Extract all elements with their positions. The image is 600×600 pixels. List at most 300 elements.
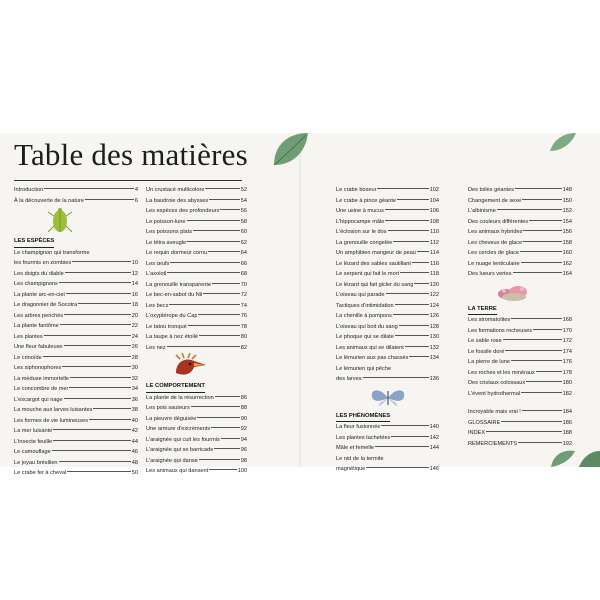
toc-entry-label: Un amphibien mangeur de peau [336,250,416,256]
toc-entry-page: 128 [429,323,439,330]
toc-entry [146,414,247,425]
toc-entry-page: 14 [131,281,138,287]
toc-entry-label: Le dragonnier de Socotra [14,302,78,308]
toc-entry [14,279,138,290]
leader-dots [64,345,131,346]
toc-entry-label: La taupe à nez étoilé [146,334,198,340]
toc-entry [336,464,439,475]
toc-entry-label: INDEX [468,430,486,436]
toc-entry [146,227,247,238]
leader-dots [414,283,428,284]
toc-entry [336,196,439,207]
toc-entry [146,280,247,291]
toc-entry-label: Les nez [146,344,166,351]
toc-entry [336,374,439,385]
toc-entry-label: La grenouille congelée [336,239,393,246]
toc-entry-page: 132 [429,344,439,351]
toc-entry-page: 164 [562,271,572,277]
toc-entry [336,217,439,228]
leader-dots [59,461,131,462]
toc-entry-page: 172 [562,338,572,344]
toc-entry [336,227,439,238]
book-spread [0,133,600,476]
toc-entry [336,322,439,333]
toc-entry-label: La plante arc-en-ciel [14,291,65,298]
toc-entry-label: Des lueurs vertes [468,271,512,277]
toc-entry-page: 44 [131,438,138,445]
toc-entry-page: 78 [240,323,247,330]
toc-entry [336,364,439,375]
leader-dots [197,417,239,418]
leader-dots [393,241,429,242]
toc-entry-label: Les plantes [14,333,43,340]
leader-dots [44,335,131,336]
toc-entry-label: Les plantes tachetées [336,434,391,441]
leader-dots [60,324,131,325]
toc-entry-label: Les espèces des profondeurs [146,208,220,214]
toc-entry-page: 32 [131,375,138,382]
toc-entry [14,300,138,311]
toc-entry [468,389,572,400]
toc-entry [146,322,247,333]
leader-dots [523,241,562,242]
toc-entry [14,416,138,427]
toc-entry [146,185,247,196]
toc-entry-page: 42 [131,428,138,434]
toc-entry [336,269,439,280]
toc-entry [468,315,572,326]
leader-dots [43,356,131,357]
toc-entry-label: Le nuage lenticulaire [468,260,520,267]
leader-dots [211,427,240,428]
toc-entry-page: 28 [131,354,138,361]
toc-entry [336,311,439,322]
toc-entry-page: 174 [562,348,572,355]
leader-dots [169,304,239,305]
toc-entry [14,468,138,479]
toc-entry [14,290,138,301]
toc-entry-page: 92 [240,426,247,432]
leader-dots [170,262,239,263]
leader-dots [208,251,240,252]
toc-entry-label: des larves [336,376,362,382]
toc-entry-page: 96 [240,447,247,453]
toc-entry-label: L'araignée qui se barricade [146,447,214,453]
toc-entry-label: Le lémurien aux pas chassés [336,355,409,361]
leader-dots [381,425,428,426]
toc-entry-label: Les stromatolites [468,317,511,323]
toc-entry [336,454,439,465]
toc-entry [14,196,138,207]
toc-entry-label: Mâle et femelle [336,445,374,451]
leader-dots [199,335,240,336]
leader-dots [64,314,131,315]
toc-entry-page: 178 [562,369,572,376]
toc-entry-label: Incroyable mais vrai ! [468,409,521,415]
toc-entry-label: L'insecte feuille [14,438,53,445]
leader-dots [221,438,240,439]
toc-entry [336,301,439,312]
toc-entry-label: Les œufs [146,260,170,267]
leader-dots [513,272,562,273]
leader-dots [511,318,561,319]
toc-entry-page: 66 [240,260,247,267]
toc-entry [468,378,572,389]
leader-dots [69,387,130,388]
toc-entry-label: Les animaux qui dansent [146,468,209,474]
leader-dots [523,230,561,231]
toc-entry-page: 146 [429,466,439,472]
leader-dots [199,459,240,460]
toc-entry-label: La pieuvre déguisée [146,415,197,422]
leader-dots [405,346,429,347]
leader-dots [497,209,562,210]
toc-entry-label: La mouche aux larves luisantes [14,407,93,413]
toc-entry [146,403,247,414]
toc-entry-label: La plante fantôme [14,323,59,329]
toc-entry-label: Les roches et les minéraux [468,369,535,376]
toc-entry-page: 148 [562,187,572,193]
toc-entry [146,456,247,467]
toc-entry-page: 102 [429,187,439,193]
leader-dots [377,188,428,189]
toc-entry [14,258,138,269]
toc-entry [14,248,138,259]
toc-entry-page: 80 [240,334,247,340]
toc-entry [336,280,439,291]
toc-entry [146,332,247,343]
toc-entry-label: Le lézard des sables sautillant [336,260,411,267]
toc-entry [146,206,247,217]
leader-dots [85,199,134,200]
toc-entry-label: Une fleur fabuleuse [14,344,63,350]
toc-entry [468,439,572,450]
toc-entry-label: La grenouille transparente [146,281,211,288]
book-gutter [299,133,301,467]
leader-dots [214,448,239,449]
leader-dots [205,188,239,189]
toc-entry [14,405,138,416]
toc-entry-page: 110 [430,229,439,235]
toc-entry-page: 40 [131,417,138,424]
leader-dots [511,360,562,361]
toc-entry-label: GLOSSAIRE [468,419,501,426]
toc-entry-label: L'oxyptérope du Cap [146,313,198,319]
section-heading-phenomenes: LES PHÉNOMÈNES [336,411,439,423]
toc-entry-label: Le crabe boxeur [336,187,377,193]
toc-entry-page: 52 [240,187,247,193]
toc-entry-page: 162 [562,260,572,267]
leader-dots [187,220,240,221]
toc-entry-label: Les siphonophores [14,365,62,371]
toc-column-1 [14,185,138,479]
toc-entry-label: Des cristaux colossaux [468,380,526,386]
leader-dots [393,314,429,315]
toc-entry-page: 68 [240,271,247,277]
toc-entry-page: 4 [134,187,138,193]
toc-entry-label: Les cercles de glace [468,250,519,256]
toc-entry [14,374,138,385]
leader-dots [409,356,428,357]
leader-dots [521,392,562,393]
leader-dots [521,262,562,263]
toc-entry-page: 86 [240,394,247,401]
toc-entry-page: 170 [562,327,572,334]
toc-entry-page: 10 [131,260,138,266]
toc-entry-label: magnétique [336,466,366,472]
toc-entry [14,426,138,437]
section-heading-terre: LA TERRE [468,304,572,316]
toc-entry [336,206,439,217]
toc-entry-page: 118 [430,271,439,277]
toc-entry-label: Les arbres penchés [14,312,64,319]
toc-entry-label: Des couleurs différentes [468,218,529,225]
toc-entry [336,353,439,364]
toc-entry-label: La mer luisante [14,428,53,434]
toc-entry [468,368,572,379]
toc-entry [14,353,138,364]
leader-dots [518,442,562,443]
leader-dots [187,241,240,242]
toc-entry [14,332,138,343]
toc-entry-label: L'hippocampe mâle [336,218,385,225]
leader-dots [167,272,239,273]
toc-entry-label: La méduse immortelle [14,375,70,382]
leaf-icon [548,131,578,153]
section-heading-especes: LES ESPÈCES [14,236,138,248]
toc-entry-page: 160 [562,250,572,256]
toc-entry-page: 176 [562,359,572,365]
toc-entry [14,311,138,322]
toc-entry-label: Les doigts du diable [14,270,64,277]
toc-entry-page: 56 [240,208,247,214]
leader-dots [533,329,562,330]
leader-dots [64,398,131,399]
toc-entry-label: Les poissons plats [146,229,193,235]
toc-entry-page: 46 [131,449,138,455]
leaf-insect-icon [14,206,138,236]
toc-entry-page: 182 [562,390,572,397]
toc-entry [468,347,572,358]
toc-entry-page: 74 [240,302,247,309]
toc-entry-page: 106 [429,208,439,214]
toc-entry [146,393,247,404]
toc-entry-label: Le lézard qui fait gicler du sang [336,281,414,288]
leader-dots [70,377,131,378]
toc-entry-label: L'albinisme [468,208,496,214]
leader-dots [167,346,240,347]
toc-entry-page: 156 [562,229,572,235]
toc-entry [336,290,439,301]
toc-entry-label: Le phoque qui se dilate [336,334,394,340]
toc-entry-label: Les cheveux de glace [468,239,523,246]
toc-entry [468,238,572,249]
toc-entry [14,185,138,196]
leader-dots [400,272,429,273]
toc-entry-label: La pierre de lune [468,359,510,365]
toc-entry-page: 90 [240,415,247,422]
toc-entry-page: 114 [430,250,439,256]
toc-entry-label: L'axolotl [146,271,167,277]
leader-dots [188,325,240,326]
toc-entry-label: Le champignon qui transforme [14,249,90,256]
toc-entry-page: 48 [131,459,138,466]
toc-entry-page: 136 [429,376,439,382]
leader-dots [215,396,240,397]
toc-entry-page: 150 [562,197,572,204]
leader-dots [399,325,429,326]
toc-entry-page: 100 [237,468,247,474]
leader-dots [375,446,429,447]
leader-dots [388,230,430,231]
toc-entry [468,357,572,368]
leader-dots [522,199,561,200]
toc-entry-label: REMERCIEMENTS [468,440,518,447]
toc-entry [468,259,572,270]
toc-entry-label: Le nid de la termite [336,455,384,462]
toc-entry-page: 24 [131,333,138,340]
leader-dots [417,251,429,252]
toc-entry-page: 108 [429,218,439,225]
toc-entry-page: 20 [131,312,138,319]
toc-entry [468,227,572,238]
toc-entry [468,248,572,259]
toc-entry [14,447,138,458]
toc-entry-label: L'évent hydrothermal [468,390,521,397]
toc-entry-page: 180 [562,380,572,386]
toc-entry-page: 116 [430,260,439,267]
toc-entry [468,269,572,280]
toc-entry [14,342,138,353]
toc-entry [468,206,572,217]
toc-entry-label: Le requin dormeur cornu [146,250,208,256]
toc-entry-label: Les champignons [14,281,58,287]
leader-dots [66,293,131,294]
leader-dots [520,251,562,252]
toc-entry-label: Un crustacé multicolore [146,187,205,193]
toc-entry [146,269,247,280]
toc-entry [146,248,247,259]
toc-entry [468,428,572,439]
leader-dots [503,339,562,340]
toc-entry-label: Le tétra aveugle [146,239,187,246]
toc-entry [336,248,439,259]
toc-entry [146,238,247,249]
toc-entry-page: 26 [131,344,138,350]
leader-dots [363,377,429,378]
toc-entry-page: 22 [131,323,138,329]
toc-entry-page: 18 [131,302,138,308]
toc-entry-page: 154 [562,218,572,225]
toc-entry [468,407,572,418]
toc-entry-label: L'oiseau qui parade [336,292,385,298]
toc-entry-page: 38 [131,407,138,413]
leader-dots [191,406,240,407]
toc-entry [146,445,247,456]
toc-entry-label: Le poisson-lune [146,218,186,225]
leader-dots [62,366,130,367]
toc-entry-label: Le tatou tronqué [146,323,187,330]
toc-entry-page: 82 [240,344,247,351]
toc-entry-page: 188 [562,430,572,436]
leader-dots [52,450,131,451]
toc-entry-page: 6 [134,197,138,204]
toc-entry-page: 60 [240,229,247,235]
toc-entry [146,424,247,435]
leader-dots [505,350,561,351]
leader-dots [391,436,428,437]
toc-entry-page: 98 [240,457,247,464]
toc-entry [146,343,247,354]
toc-entry-label: La plante de la résurrection [146,394,214,401]
toc-column-3 [336,185,439,475]
toc-entry-page: 36 [131,396,138,403]
toc-entry [468,336,572,347]
leader-dots [529,220,561,221]
toc-entry-label: Introduction [14,187,44,193]
toc-entry [14,321,138,332]
leader-dots [536,371,562,372]
toc-entry-label: Le bec-en-sabot du Nil [146,292,203,298]
toc-entry-page: 76 [240,313,247,319]
toc-entry [14,384,138,395]
toc-entry [146,196,247,207]
toc-entry-label: Le concombre de mer [14,386,69,392]
toc-entry-page: 94 [240,436,247,443]
toc-entry-page: 122 [429,292,439,298]
toc-entry-label: Les animaux qui se dilatent [336,344,404,351]
toc-entry-page: 112 [430,239,439,246]
toc-entry-label: Changement de sexe [468,197,522,204]
toc-entry-page: 168 [562,317,572,323]
toc-entry [468,418,572,429]
leader-dots [395,304,429,305]
toc-entry [14,458,138,469]
toc-entry-label: L'éclosion sur le dos [336,229,387,235]
toc-entry-page: 62 [240,239,247,246]
toc-entry-page: 50 [131,470,138,476]
toc-entry [336,332,439,343]
leader-dots [72,261,131,262]
leader-dots [209,199,240,200]
toc-entry-label: Tactiques d'intimidation [336,302,394,309]
leader-dots [385,220,428,221]
toc-entry-label: La baudroie des abysses [146,197,209,204]
toc-column-4 [468,185,572,449]
leader-dots [366,467,428,468]
leader-dots [65,272,131,273]
title-underline [14,180,242,181]
toc-entry-label: Le crabe fer à cheval [14,470,67,476]
leader-dots [397,199,429,200]
toc-entry-page: 54 [240,197,247,204]
toc-entry-page: 120 [429,281,439,288]
toc-entry-label: Le crabe à pince géante [336,197,397,204]
toc-entry-label: À la découverte de la nature [14,197,84,204]
toc-entry-page: 124 [429,302,439,309]
toc-entry-page: 158 [562,239,572,246]
toc-entry-label: Des toiles géantes [468,187,515,193]
toc-entry [146,466,247,477]
toc-entry [336,443,439,454]
toc-entry-label: Les pois sauteurs [146,405,190,411]
toc-entry [14,395,138,406]
toc-entry-label: Le sable rose [468,338,502,344]
toc-entry-page: 12 [131,270,138,277]
leader-dots [59,282,131,283]
leader-dots [515,188,562,189]
toc-entry-label: Le serpent qui fait le mort [336,271,400,277]
